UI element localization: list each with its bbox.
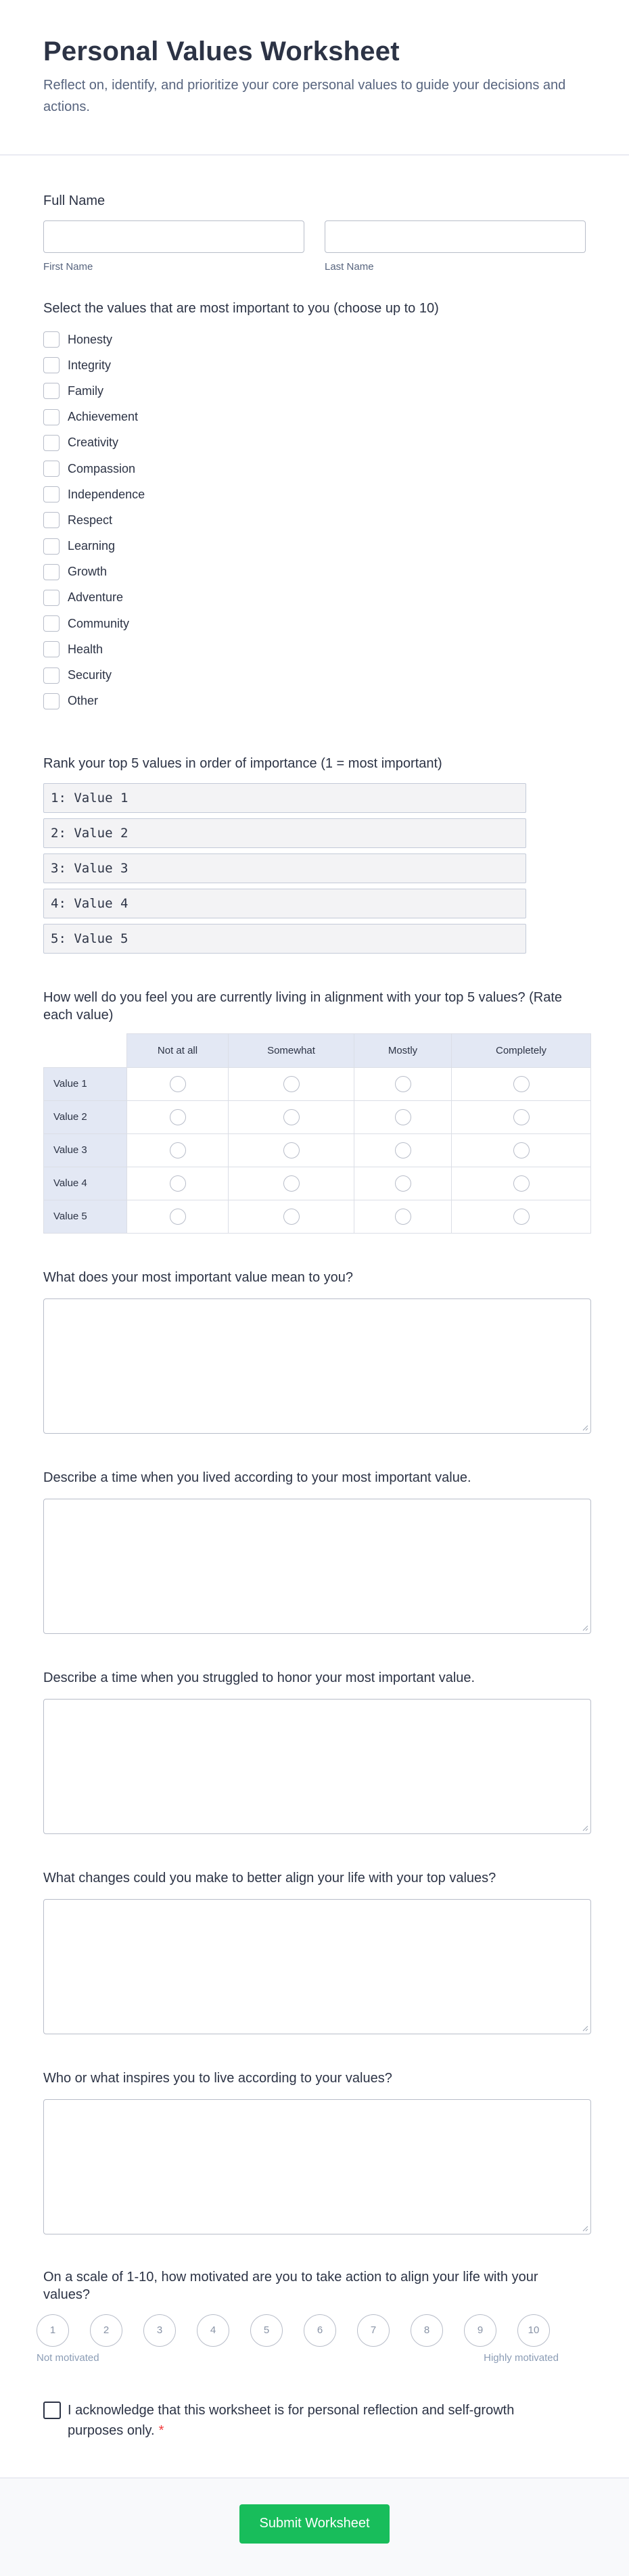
rank-item-4[interactable]: 4: Value 4 <box>43 889 526 918</box>
rank-item-3[interactable]: 3: Value 3 <box>43 853 526 883</box>
motivation-scale-field <box>37 2268 586 2364</box>
textarea-input[interactable] <box>43 1699 591 1834</box>
resize-handle-icon[interactable] <box>582 1624 588 1631</box>
value-option-health[interactable] <box>43 636 586 662</box>
value-option-creativity[interactable] <box>43 430 586 456</box>
rank-label: Rank your top 5 values in order of importance (1 = most important) <box>43 755 442 771</box>
scale-label: On a scale of 1-10, how motivated are you to take action to align your life with your values? <box>43 2269 538 2302</box>
page-description: Reflect on, identify, and prioritize your core personal values to guide your decisions and actions. <box>43 78 566 114</box>
value-option-label: Independence <box>68 487 145 501</box>
matrix-column-header: Not at all <box>127 1033 229 1067</box>
matrix-cell <box>354 1067 452 1100</box>
value-option-community[interactable] <box>43 611 586 636</box>
value-option-label: Adventure <box>68 590 124 605</box>
matrix-row <box>44 1100 591 1133</box>
full-name-label: Full Name <box>43 193 106 208</box>
radio-button[interactable] <box>283 1076 300 1092</box>
checkbox[interactable] <box>43 512 60 528</box>
alignment-matrix <box>43 1033 591 1234</box>
checkbox[interactable] <box>43 538 60 555</box>
resize-handle-icon[interactable] <box>582 1825 588 1831</box>
radio-button[interactable] <box>513 1209 530 1225</box>
value-option-integrity[interactable] <box>43 352 586 378</box>
matrix-cell <box>127 1133 229 1167</box>
radio-button[interactable] <box>170 1209 186 1225</box>
radio-button[interactable] <box>513 1175 530 1192</box>
textarea-field-5 <box>43 2069 586 2234</box>
radio-button[interactable] <box>170 1076 186 1092</box>
matrix-row <box>44 1200 591 1233</box>
required-asterisk: * <box>158 2422 164 2438</box>
scale-option-10[interactable]: 10 <box>517 2314 550 2347</box>
scale-option-8[interactable]: 8 <box>411 2314 443 2347</box>
value-option-adventure[interactable] <box>43 585 586 611</box>
matrix-cell <box>229 1200 354 1233</box>
scale-max-label: Highly motivated <box>484 2351 559 2364</box>
value-option-label: Growth <box>68 565 108 579</box>
value-option-label: Integrity <box>68 358 112 372</box>
value-option-security[interactable] <box>43 662 586 688</box>
radio-button[interactable] <box>395 1142 411 1158</box>
resize-handle-icon[interactable] <box>582 2225 588 2232</box>
matrix-row-label: Value 3 <box>44 1133 127 1167</box>
radio-button[interactable] <box>170 1175 186 1192</box>
textarea-label: What does your most important value mean to you? <box>43 1269 354 1285</box>
radio-button[interactable] <box>283 1109 300 1125</box>
scale-option-5[interactable]: 5 <box>250 2314 283 2347</box>
values-checklist-field <box>43 300 586 714</box>
checkbox[interactable] <box>43 435 60 451</box>
textarea-field-1 <box>43 1269 586 1434</box>
values-checkbox-list <box>43 327 586 714</box>
radio-button[interactable] <box>170 1109 186 1125</box>
acknowledge-text: I acknowledge that this worksheet is for personal reflection and self-growth purposes only. <box>68 2402 515 2438</box>
textarea-field-3 <box>43 1669 586 1834</box>
checkbox[interactable] <box>43 590 60 606</box>
first-name-sublabel: First Name <box>43 261 93 273</box>
radio-button[interactable] <box>395 1175 411 1192</box>
checkbox[interactable] <box>43 641 60 657</box>
value-option-respect[interactable] <box>43 507 586 533</box>
value-option-family[interactable] <box>43 378 586 404</box>
rank-item-2[interactable]: 2: Value 2 <box>43 818 526 848</box>
scale-option-7[interactable]: 7 <box>357 2314 390 2347</box>
matrix-column-header: Mostly <box>354 1033 452 1067</box>
matrix-column-header: Somewhat <box>229 1033 354 1067</box>
matrix-cell <box>354 1133 452 1167</box>
scale-option-2[interactable]: 2 <box>90 2314 122 2347</box>
matrix-cell <box>354 1100 452 1133</box>
value-option-honesty[interactable] <box>43 327 586 352</box>
value-option-label: Family <box>68 383 103 398</box>
matrix-column-header: Completely <box>452 1033 591 1067</box>
value-option-learning[interactable] <box>43 534 586 559</box>
form-footer <box>0 2477 629 2576</box>
acknowledge-field <box>43 2400 586 2441</box>
scale-option-3[interactable]: 3 <box>143 2314 176 2347</box>
rank-item-1[interactable]: 1: Value 1 <box>43 783 526 813</box>
matrix-row <box>44 1067 591 1100</box>
matrix-cell <box>452 1100 591 1133</box>
matrix-cell <box>229 1133 354 1167</box>
matrix-cell <box>127 1167 229 1200</box>
value-option-growth[interactable] <box>43 559 586 585</box>
checkbox[interactable] <box>43 564 60 580</box>
checkbox[interactable] <box>43 357 60 373</box>
radio-button[interactable] <box>283 1175 300 1192</box>
textarea-label: Describe a time when you struggled to honor your most important value. <box>43 1670 475 1685</box>
value-option-label: Community <box>68 616 130 630</box>
matrix-cell <box>354 1200 452 1233</box>
textarea-label: Describe a time when you lived according to your most important value. <box>43 1470 471 1485</box>
first-name-input[interactable] <box>43 220 304 253</box>
matrix-cell <box>452 1067 591 1100</box>
value-option-label: Achievement <box>68 410 139 424</box>
checkbox[interactable] <box>43 331 60 348</box>
radio-button[interactable] <box>395 1076 411 1092</box>
value-option-achievement[interactable] <box>43 404 586 430</box>
matrix-cell <box>229 1167 354 1200</box>
scale-option-1[interactable]: 1 <box>37 2314 69 2347</box>
matrix-cell <box>127 1200 229 1233</box>
value-option-label: Health <box>68 642 103 656</box>
value-option-other[interactable] <box>43 688 586 714</box>
submit-button[interactable]: Submit Worksheet <box>239 2504 390 2544</box>
matrix-corner <box>44 1033 127 1067</box>
matrix-cell <box>354 1167 452 1200</box>
value-option-label: Compassion <box>68 461 136 475</box>
matrix-cell <box>452 1167 591 1200</box>
radio-button[interactable] <box>283 1209 300 1225</box>
matrix-cell <box>452 1133 591 1167</box>
matrix-label: How well do you feel you are currently living in alignment with your top 5 values? (Rate each value) <box>43 989 563 1023</box>
radio-button[interactable] <box>395 1109 411 1125</box>
matrix-row-label: Value 2 <box>44 1100 127 1133</box>
scale-option-9[interactable]: 9 <box>464 2314 496 2347</box>
checkbox[interactable] <box>43 461 60 477</box>
matrix-cell <box>127 1100 229 1133</box>
textarea-input[interactable] <box>43 1499 591 1634</box>
textarea-field-4 <box>43 1869 586 2034</box>
value-option-compassion[interactable] <box>43 456 586 482</box>
checkbox[interactable] <box>43 615 60 632</box>
matrix-cell <box>127 1067 229 1100</box>
form-body <box>0 192 629 2441</box>
values-label: Select the values that are most important to you (choose up to 10) <box>43 301 439 316</box>
matrix-cell <box>229 1100 354 1133</box>
checkbox[interactable] <box>43 383 60 399</box>
scale-options <box>37 2314 586 2347</box>
textarea-input[interactable] <box>43 1899 591 2034</box>
radio-button[interactable] <box>395 1209 411 1225</box>
rank-field <box>43 755 586 954</box>
acknowledge-checkbox[interactable] <box>43 2402 61 2419</box>
radio-button[interactable] <box>170 1142 186 1158</box>
alignment-matrix-field <box>43 989 586 1234</box>
value-option-independence[interactable] <box>43 482 586 507</box>
textarea-input[interactable] <box>43 1298 591 1434</box>
matrix-row <box>44 1133 591 1167</box>
textarea-field-2 <box>43 1469 586 1634</box>
textarea-label: Who or what inspires you to live according to your values? <box>43 2070 392 2086</box>
form-header <box>0 0 629 156</box>
checkbox[interactable] <box>43 668 60 684</box>
textarea-questions <box>43 1269 586 2234</box>
checkbox[interactable] <box>43 409 60 425</box>
matrix-row-label: Value 1 <box>44 1067 127 1100</box>
matrix-cell <box>452 1200 591 1233</box>
page-title: Personal Values Worksheet <box>43 37 400 66</box>
matrix-row <box>44 1167 591 1200</box>
value-option-label: Other <box>68 694 99 708</box>
matrix-row-label: Value 5 <box>44 1200 127 1233</box>
value-option-label: Honesty <box>68 332 113 346</box>
value-option-label: Creativity <box>68 436 119 450</box>
matrix-cell <box>229 1067 354 1100</box>
full-name-field <box>43 192 586 273</box>
scale-option-6[interactable]: 6 <box>304 2314 336 2347</box>
radio-button[interactable] <box>513 1142 530 1158</box>
matrix-row-label: Value 4 <box>44 1167 127 1200</box>
scale-min-label: Not motivated <box>37 2351 99 2364</box>
resize-handle-icon[interactable] <box>582 1424 588 1431</box>
last-name-sublabel: Last Name <box>325 261 374 273</box>
value-option-label: Security <box>68 668 112 682</box>
radio-button[interactable] <box>513 1109 530 1125</box>
radio-button[interactable] <box>283 1142 300 1158</box>
checkbox[interactable] <box>43 486 60 502</box>
rank-list <box>43 783 526 954</box>
radio-button[interactable] <box>513 1076 530 1092</box>
resize-handle-icon[interactable] <box>582 2025 588 2032</box>
value-option-label: Respect <box>68 513 113 527</box>
rank-item-5[interactable]: 5: Value 5 <box>43 924 526 954</box>
last-name-input[interactable] <box>325 220 586 253</box>
scale-option-4[interactable]: 4 <box>197 2314 229 2347</box>
checkbox[interactable] <box>43 693 60 709</box>
value-option-label: Learning <box>68 539 116 553</box>
textarea-label: What changes could you make to better align your life with your top values? <box>43 1870 496 1886</box>
textarea-input[interactable] <box>43 2099 591 2234</box>
